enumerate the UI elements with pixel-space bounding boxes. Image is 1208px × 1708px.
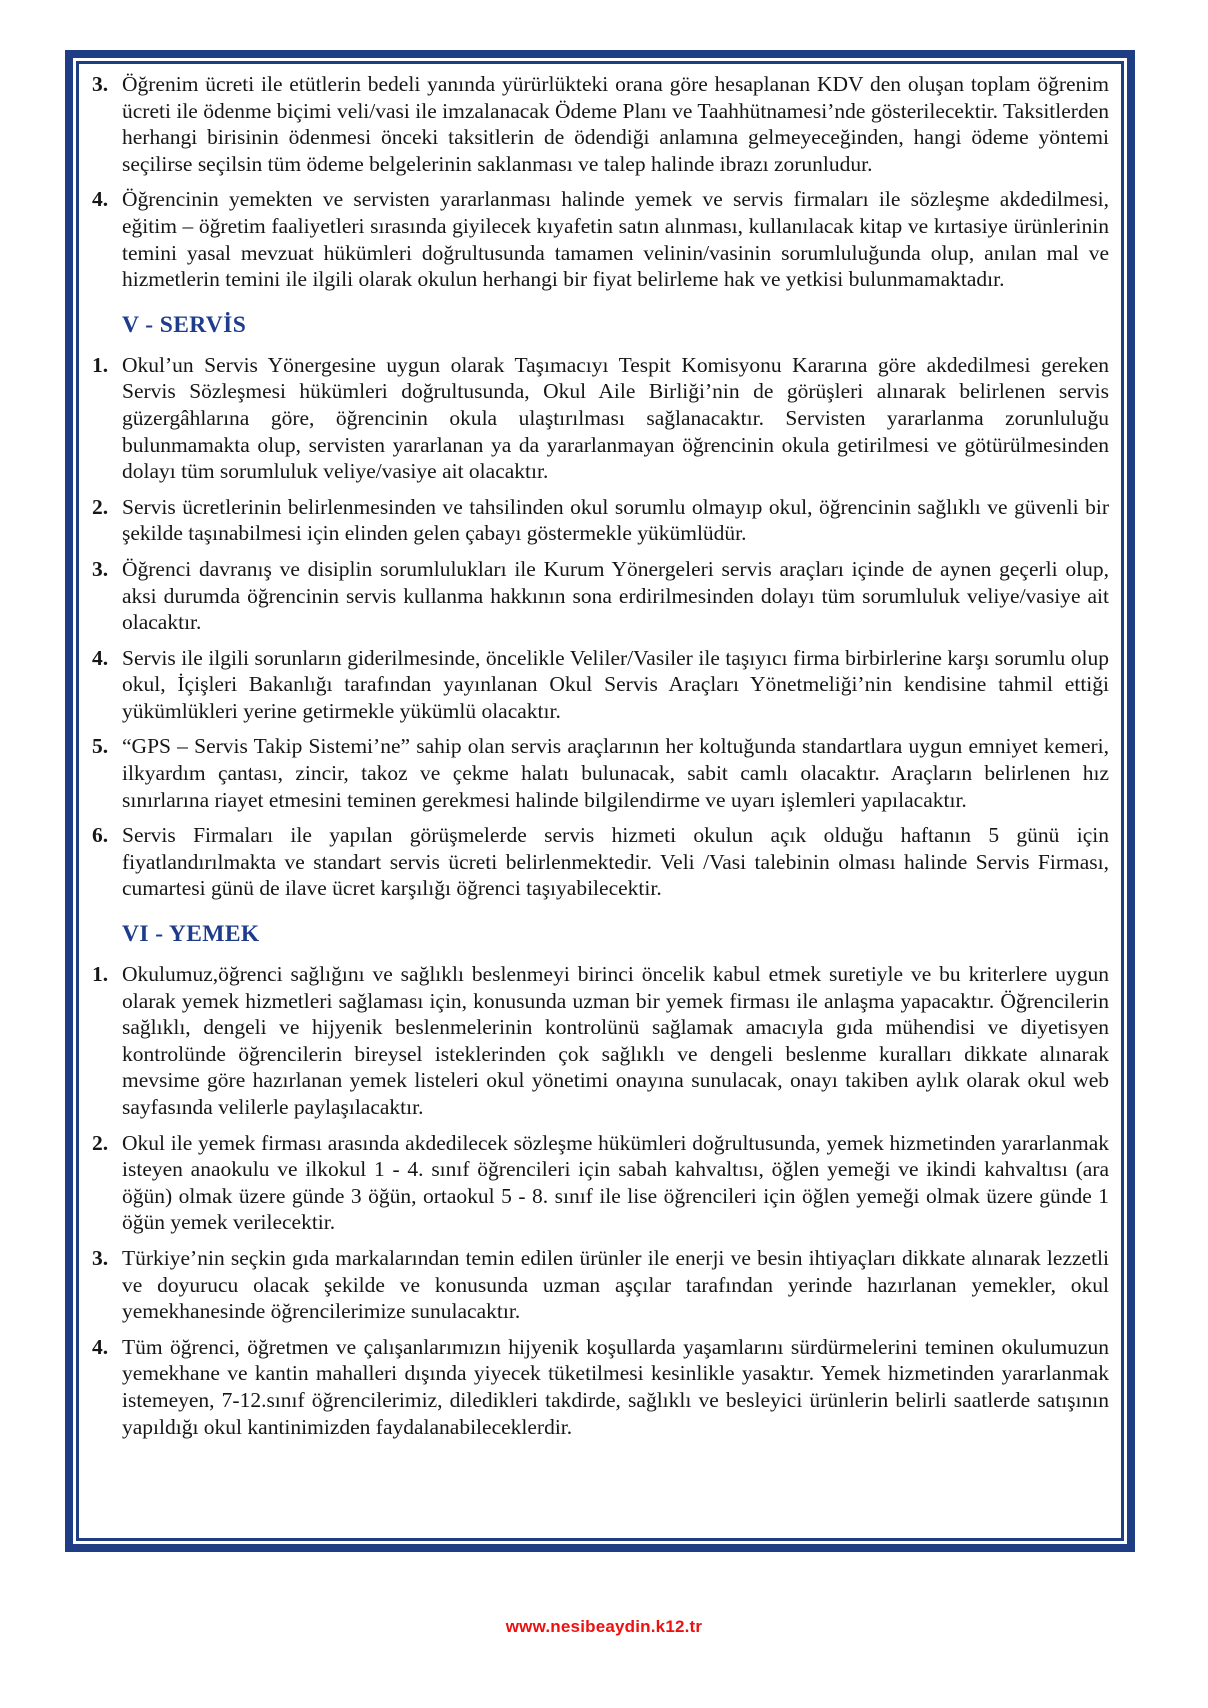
list-item-text: Servis ücretlerinin belirlenmesinden ve tahsilinden okul sorumlu olmayıp okul, öğrencinin sağlıklı ve güvenli bir şekilde taşınabilmesi için elinden gelen çabayı göstermekle yükümlüdür. bbox=[122, 494, 1109, 546]
list-item-number: 3. bbox=[92, 72, 109, 96]
list-item bbox=[91, 556, 1109, 636]
list-item-number: 4. bbox=[92, 1334, 109, 1359]
yemek-list bbox=[91, 961, 1109, 1440]
list-item-text: Servis ile ilgili sorunların giderilmesinde, öncelikle Veliler/Vasiler ile taşıyıcı firma birbirlerine karşı sorumlu olup okul, İçişleri Bakanlığı tarafından yayınlanan Okul Servis Araçları Yönetmeliği’nin kendisine tahmil ettiği yükümlükleri yerine getirmekle yükümlü olacaktır. bbox=[122, 645, 1109, 723]
list-item-text: Okul’un Servis Yönergesine uygun olarak Taşımacıyı Tespit Komisyonu Kararına göre akdedilmesi gereken Servis Sözleşmesi hükümleri doğrultusunda, Okul Aile Birliği’nin de görüşleri alınarak belirlenen servis güzergâhlarına göre, öğrencinin okula ulaştırılması sağlanacaktır. Servisten yararlanma zorunluluğu bulunmamakta olup, servisten yararlanan ya da yararlanmayan öğrencinin okula getirilmesi ve götürülmesinden dolayı tüm sorumluluk veliye/vasiye ait olacaktır. bbox=[122, 352, 1109, 484]
list-item-number: 1. bbox=[92, 962, 109, 987]
list-item-text: Okul ile yemek firması arasında akdedilecek sözleşme hükümleri doğrultusunda, yemek hizmetinden yararlanmak isteyen anaokulu ve ilkokul 1 - 4. sınıf öğrencileri için sabah kahvaltısı, öğlen yemeği ve ikindi kahvaltısı (ara öğün) olmak üzere günde 3 öğün, ortaokul 5 - 8. sınıf ile lise öğrencileri için öğlen yemeği olmak üzere günde 1 öğün yemek verilecektir. bbox=[122, 1130, 1109, 1235]
list-item bbox=[91, 186, 1109, 292]
list-item-text: Tüm öğrenci, öğretmen ve çalışanlarımızın hijyenik koşullarda yaşamlarını sürdürmelerini teminen okulumuzun yemekhane ve kantin mahalleri dışında yiyecek tüketilmesi kesinlikle yasaktır. Yemek hizmetinden yararlanmak istemeyen, 7-12.sınıf öğrencilerimiz, diledikleri takdirde, sağlıklı ve besleyici ürünlerin belirli saatlerde satışının yapıldığı okul kantinimizden faydalanabileceklerdir. bbox=[122, 1334, 1109, 1439]
list-item bbox=[91, 961, 1109, 1121]
list-item-number: 3. bbox=[92, 1245, 109, 1270]
list-item-text: Öğrencinin yemekten ve servisten yararlanması halinde yemek ve servis firmaları ile sözleşme akdedilmesi, eğitim – öğretim faaliyetleri sırasında giyilecek kıyafetin satın alınması, kullanılacak kitap ve kırtasiye ürünlerinin temini yasal mevzuat hükümleri doğrultusunda tamamen velinin/vasinin sorumluluğunda olup, anılan mal ve hizmetlerin temini ile ilgili olarak okulun herhangi bir fiyat belirleme hak ve yetkisi bulunmamaktadır. bbox=[122, 187, 1109, 292]
list-item-text: Okulumuz,öğrenci sağlığını ve sağlıklı beslenmeyi birinci öncelik kabul etmek suretiyle ve bu kriterlere uygun olarak yemek hizmetleri sağlaması için, konusunda uzman bir yemek firması ile anlaşma yapacaktır. Öğrencilerin sağlıklı, dengeli ve hijyenik beslenmelerinin kontrolünü sağlamak amacıyla gıda mühendisi ve diyetisyen kontrolünde öğrencilerin bireysel isteklerinden çok sağlıklı ve dengeli beslenme kuralları dikkate alınarak mevsime göre hazırlanan yemek listeleri okul yönetimi onayına sunulacak, onayı takiben aylık olarak okul web sayfasında velilerle paylaşılacaktır. bbox=[122, 962, 1109, 1119]
document-border-frame bbox=[65, 50, 1135, 1552]
list-item bbox=[91, 1130, 1109, 1236]
list-item-number: 4. bbox=[92, 645, 109, 670]
list-item-text: Öğrenci davranış ve disiplin sorumlulukları ile Kurum Yönergeleri servis araçları içinde de aynen geçerli olup, aksi durumda öğrencinin servis kullanma hakkının sona erdirilmesinden dolayı tüm sorumluluk veliye/vasiye ait olacaktır. bbox=[122, 556, 1109, 635]
footer-website-url: www.nesibeaydin.k12.tr bbox=[505, 1617, 703, 1636]
section-heading-servis: V - SERVİS bbox=[122, 311, 247, 338]
servis-list bbox=[91, 352, 1109, 902]
list-item-number: 6. bbox=[92, 823, 109, 848]
list-item-text: Servis Firmaları ile yapılan görüşmelerde servis hizmeti okulun açık olduğu haftanın 5 günü için fiyatlandırılmakta ve standart servis ücreti belirlenmektedir. Veli /Vasi talebinin olması halinde Servis Firması, cumartesi günü de ilave ücret karşılığı öğrenci taşıyabilecektir. bbox=[122, 823, 1109, 901]
list-item-number: 2. bbox=[92, 1130, 109, 1155]
list-item bbox=[91, 494, 1109, 547]
list-item-number: 4. bbox=[92, 187, 109, 212]
document-content-area bbox=[76, 61, 1124, 1541]
list-item bbox=[91, 1334, 1109, 1440]
list-item bbox=[91, 352, 1109, 485]
list-item-number: 1. bbox=[92, 352, 109, 377]
section-heading-yemek: VI - YEMEK bbox=[122, 921, 260, 948]
list-item-text: Öğrenim ücreti ile etütlerin bedeli yanında yürürlükteki orana göre hesaplanan KDV den oluşan toplam öğrenim ücreti ile ödenme biçimi veli/vasi ile imzalanacak Ödeme Planı ve Taahhütnamesi’nde gösterilecektir. Taksitlerden herhangi birisinin ödenmesi önceki taksitlerin de ödendiği anlamına gelmeyeceğinden, hangi ödeme yöntemi seçilirse seçilsin tüm ödeme belgelerinin saklanması ve talep halinde ibrazı zorunludur. bbox=[122, 72, 1109, 176]
list-item-text: Türkiye’nin seçkin gıda markalarından temin edilen ürünler ile enerji ve besin ihtiyaçları dikkate alınarak lezzetli ve doyurucu olacak şekilde ve konusunda uzman aşçılar tarafından yerinde hazırlanan yemekler, okul yemekhanesinde öğrencilerimize sunulacaktır. bbox=[122, 1245, 1109, 1324]
list-item-number: 5. bbox=[92, 734, 109, 759]
list-item bbox=[91, 822, 1109, 902]
list-item bbox=[91, 1245, 1109, 1325]
list-item-text: “GPS – Servis Takip Sistemi’ne” sahip olan servis araçlarının her koltuğunda standartlara uygun emniyet kemeri, ilkyardım çantası, zincir, takoz ve çekme halatı bulunacak, sabit camlı olacaktır. Araçların belirlenen hız sınırlarına riayet etmesini teminen gerekmesi halinde bilgilendirme ve uyarı işlemleri yapılacaktır. bbox=[122, 734, 1109, 812]
list-item-number: 2. bbox=[92, 494, 109, 519]
list-item-number: 3. bbox=[92, 556, 109, 581]
intro-list bbox=[91, 71, 1109, 293]
list-item bbox=[91, 645, 1109, 725]
list-item bbox=[91, 733, 1109, 813]
list-item bbox=[91, 71, 1109, 177]
